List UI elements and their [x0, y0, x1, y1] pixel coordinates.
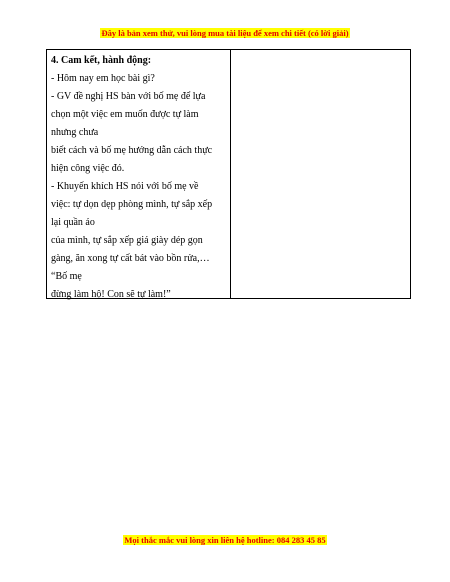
- text-line: - Khuyến khích HS nói với bố mẹ về: [51, 181, 199, 192]
- hotline-banner: [0, 535, 450, 546]
- text-line: của mình, tự sắp xếp giá giày dép gọn: [51, 235, 203, 246]
- text-line: lại quần áo: [51, 217, 95, 228]
- text-line: - Hôm nay em học bài gì?: [51, 73, 155, 84]
- text-line: biết cách và bố mẹ hướng dẫn cách thực: [51, 145, 213, 156]
- text-line: hiện công việc đó.: [51, 163, 125, 174]
- text-line: - GV đề nghị HS bàn với bố mẹ để lựa: [51, 91, 206, 102]
- text-line: chọn một việc em muốn được tự làm: [51, 109, 199, 120]
- preview-notice-text: Đây là bản xem thử, vui lòng mua tài liệu để xem chi tiết (có lời giải): [101, 28, 349, 38]
- text-line: “Bố mẹ: [51, 271, 82, 282]
- text-line: đừng làm hộ! Con sẽ tự làm!”: [51, 289, 171, 300]
- text-line: việc: tự dọn dẹp phòng mình, tự sắp xếp: [51, 199, 213, 210]
- activity-cell-content: [51, 52, 229, 304]
- hotline-text: Mọi thắc mắc vui lòng xin liên hệ hotline: 084 283 45 85: [124, 535, 326, 545]
- text-line: gàng, ăn xong tự cất bát vào bồn rửa,…: [51, 253, 210, 264]
- section-heading: 4. Cam kết, hành động:: [51, 55, 152, 66]
- activity-cell: [47, 50, 231, 298]
- preview-notice-banner: [0, 28, 450, 39]
- text-line: nhưng chưa: [51, 127, 99, 138]
- notes-cell: [231, 50, 410, 298]
- lesson-table: [46, 49, 411, 299]
